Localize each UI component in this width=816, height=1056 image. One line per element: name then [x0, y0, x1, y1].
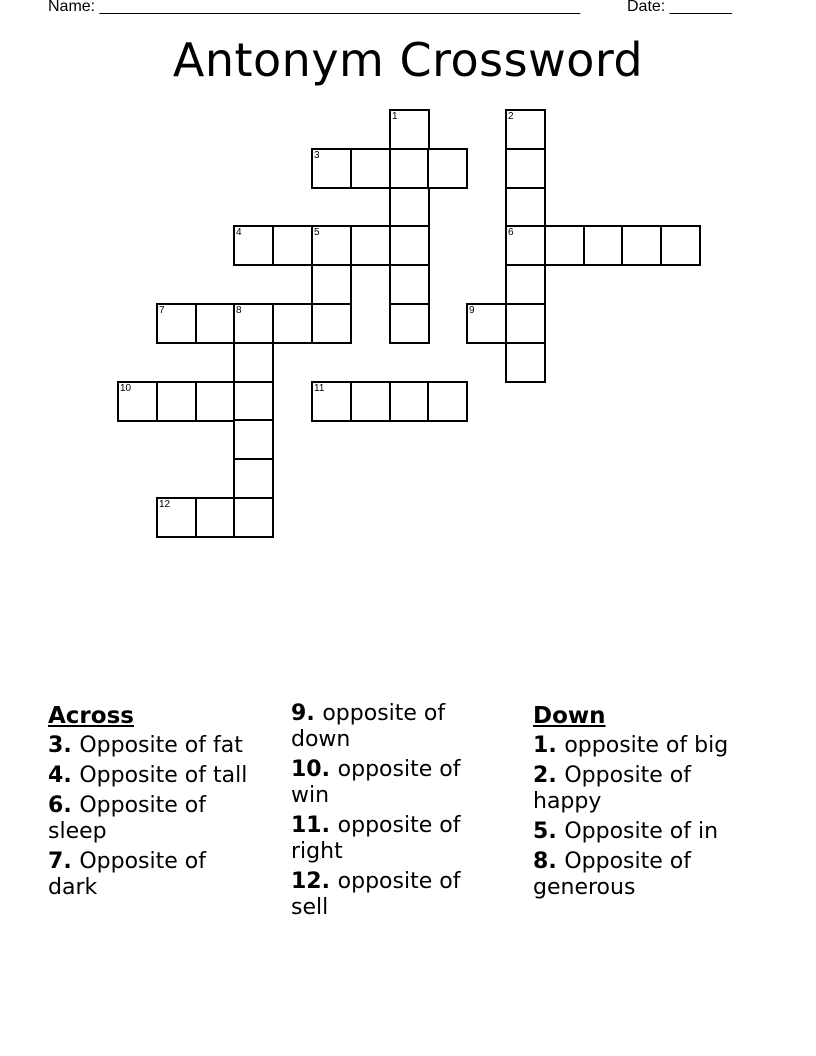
clue-number: 4: [48, 763, 64, 788]
crossword-cell[interactable]: [583, 225, 624, 266]
crossword-cell[interactable]: [389, 148, 430, 189]
cell-number: 6: [508, 227, 514, 238]
crossword-cell[interactable]: [466, 303, 507, 344]
crossword-cell[interactable]: [233, 303, 274, 344]
clue-number: 8: [533, 849, 549, 874]
across-clue-list: [48, 733, 248, 901]
crossword-cell[interactable]: [544, 225, 585, 266]
crossword-cell[interactable]: [272, 225, 313, 266]
crossword-cell[interactable]: [505, 148, 546, 189]
crossword-cell[interactable]: [311, 303, 352, 344]
clue-text: Opposite of happy: [533, 763, 691, 814]
clue-text: opposite of win: [291, 757, 461, 808]
crossword-cell[interactable]: [427, 381, 468, 422]
cell-number: 12: [159, 499, 171, 510]
crossword-cell[interactable]: [117, 381, 158, 422]
crossword-cell[interactable]: [505, 303, 546, 344]
crossword-cell[interactable]: [195, 497, 236, 538]
crossword-cell[interactable]: [350, 381, 391, 422]
clue-number: 2: [533, 763, 549, 788]
crossword-cell[interactable]: [389, 225, 430, 266]
clue-column-across-continued: [291, 701, 491, 925]
crossword-cell[interactable]: [311, 225, 352, 266]
clue-text: opposite of big: [564, 733, 729, 758]
crossword-cell[interactable]: [233, 419, 274, 460]
name-field-label: Name: ______________________________________________________: [48, 0, 581, 15]
crossword-cell[interactable]: [505, 109, 546, 150]
crossword-cell[interactable]: [389, 187, 430, 228]
crossword-cell[interactable]: [233, 342, 274, 383]
clue-text: Opposite of generous: [533, 849, 691, 900]
crossword-cell[interactable]: [195, 381, 236, 422]
across-clue-list-continued: [291, 701, 491, 921]
crossword-cell[interactable]: [505, 264, 546, 305]
clue-item: 12. opposite of sell: [291, 869, 461, 920]
clue-column-across: [48, 701, 248, 905]
clue-number: 3: [48, 733, 64, 758]
clue-text: Opposite of sleep: [48, 793, 206, 844]
clue-text: opposite of right: [291, 813, 461, 864]
across-heading: Across: [48, 703, 134, 729]
clue-number: 1: [533, 733, 549, 758]
crossword-cell[interactable]: [660, 225, 701, 266]
clue-item: 5. Opposite of in: [533, 819, 719, 844]
clue-number: 12: [291, 869, 322, 894]
clue-number: 6: [48, 793, 64, 818]
clue-text: Opposite of dark: [48, 849, 206, 900]
clue-number: 7: [48, 849, 64, 874]
crossword-cell[interactable]: [156, 303, 197, 344]
clue-item: 4. Opposite of tall: [48, 763, 248, 788]
crossword-cell[interactable]: [389, 303, 430, 344]
crossword-cell[interactable]: [233, 497, 274, 538]
clue-item: 2. Opposite of happy: [533, 763, 691, 814]
cell-number: 2: [508, 111, 514, 122]
crossword-cell[interactable]: [505, 225, 546, 266]
crossword-cell[interactable]: [389, 264, 430, 305]
cell-number: 7: [159, 305, 165, 316]
crossword-cell[interactable]: [505, 187, 546, 228]
crossword-cell[interactable]: [311, 264, 352, 305]
clue-item: 10. opposite of win: [291, 757, 461, 808]
clue-item: 8. Opposite of generous: [533, 849, 691, 900]
clue-number: 5: [533, 819, 549, 844]
cell-number: 11: [314, 383, 325, 394]
crossword-cell[interactable]: [233, 225, 274, 266]
crossword-cell[interactable]: [156, 497, 197, 538]
clue-column-down: [533, 701, 733, 905]
clue-item: 6. Opposite of sleep: [48, 793, 206, 844]
clue-text: Opposite of tall: [79, 763, 248, 788]
clue-item: 1. opposite of big: [533, 733, 729, 758]
down-heading: Down: [533, 703, 606, 729]
clue-item: 7. Opposite of dark: [48, 849, 206, 900]
crossword-cell[interactable]: [311, 381, 352, 422]
crossword-cell[interactable]: [427, 148, 468, 189]
clue-text: Opposite of fat: [79, 733, 243, 758]
crossword-cell[interactable]: [350, 225, 391, 266]
crossword-cell[interactable]: [505, 342, 546, 383]
clue-text: opposite of sell: [291, 869, 461, 920]
crossword-cell[interactable]: [195, 303, 236, 344]
clue-number: 9: [291, 701, 307, 726]
clue-item: 3. Opposite of fat: [48, 733, 243, 758]
crossword-cell[interactable]: [233, 458, 274, 499]
cell-number: 5: [314, 227, 320, 238]
page-title: Antonym Crossword: [172, 33, 644, 87]
clue-item: 9. opposite of down: [291, 701, 446, 752]
crossword-cell[interactable]: [156, 381, 197, 422]
date-field-label: Date: _______: [627, 0, 732, 15]
clue-number: 11: [291, 813, 322, 838]
cell-number: 9: [469, 305, 475, 316]
cell-number: 3: [314, 150, 320, 161]
crossword-cell[interactable]: [350, 148, 391, 189]
cell-number: 10: [120, 383, 132, 394]
crossword-cell[interactable]: [311, 148, 352, 189]
cell-number: 8: [236, 305, 242, 316]
down-clue-list: [533, 733, 733, 901]
crossword-cell[interactable]: [233, 381, 274, 422]
clue-text: opposite of down: [291, 701, 446, 752]
clue-text: Opposite of in: [564, 819, 719, 844]
cell-number: 1: [392, 111, 398, 122]
crossword-cell[interactable]: [272, 303, 313, 344]
crossword-cell[interactable]: [621, 225, 662, 266]
cell-number: 4: [236, 227, 242, 238]
crossword-cell[interactable]: [389, 381, 430, 422]
clue-number: 10: [291, 757, 322, 782]
clue-item: 11. opposite of right: [291, 813, 461, 864]
crossword-cell[interactable]: [389, 109, 430, 150]
